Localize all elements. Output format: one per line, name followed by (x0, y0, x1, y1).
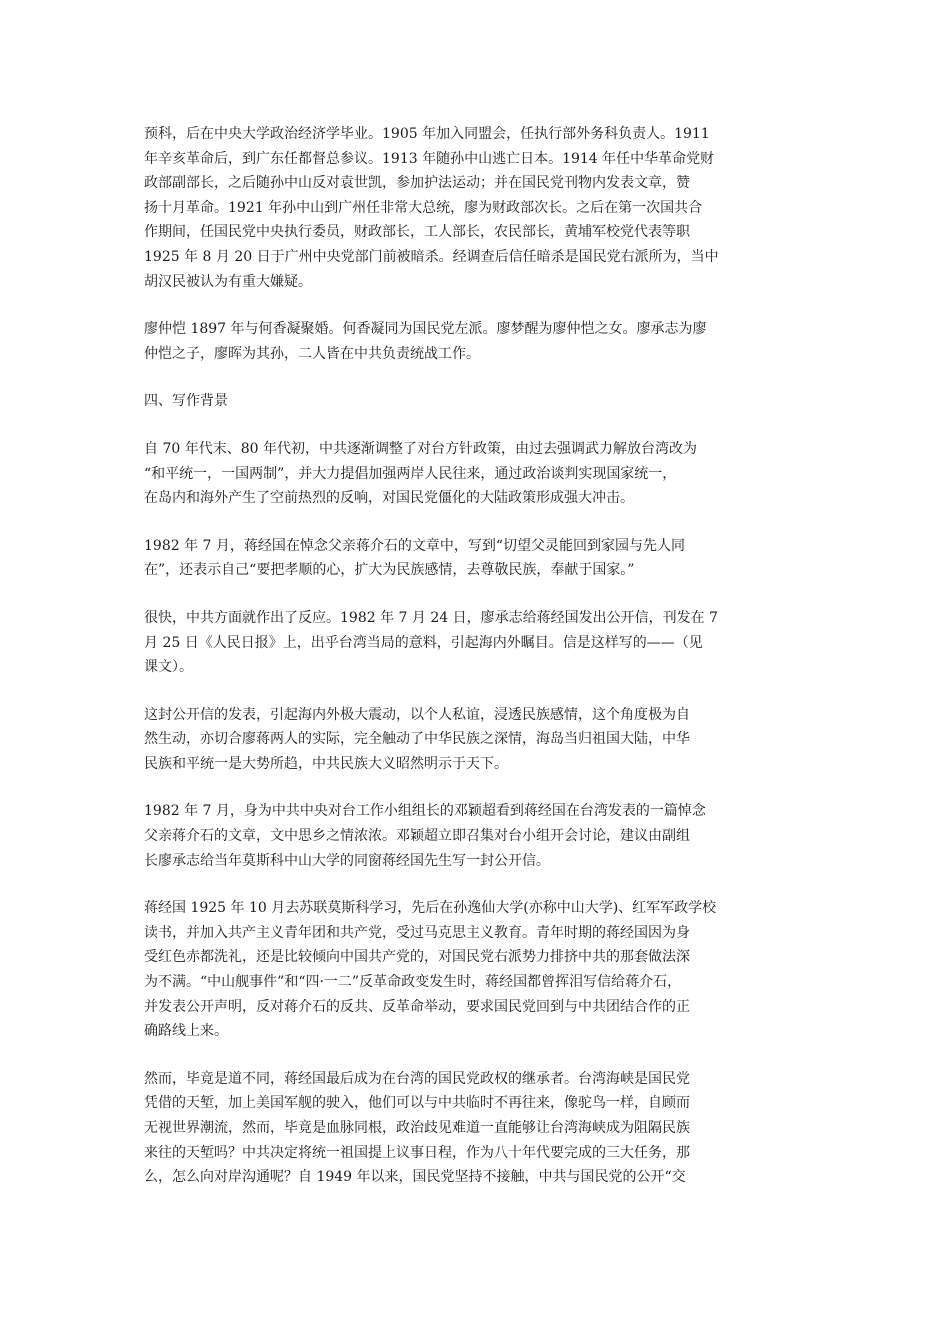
paragraph-letter-impact (144, 703, 810, 777)
text-line: 课文）。 (144, 659, 193, 676)
text-line: 然生动，亦切合廖蒋两人的实际，完全触动了中华民族之深情，海岛当归祖国大陆，中华 (144, 731, 690, 748)
text-line: 确路线上来。 (144, 1023, 228, 1040)
text-line: 读书，并加入共产主义青年团和共产党，受过马克思主义教育。青年时期的蒋经国因为身 (144, 924, 690, 941)
text-line: 并发表公开声明，反对蒋介石的反共、反革命举动，要求国民党回到与中共团结合作的正 (144, 998, 690, 1015)
text-line: 凭借的天堑，加上美国军舰的驶入，他们可以与中共临时不再往来，像驼鸟一样，自顾而 (144, 1095, 690, 1112)
text-line: 年辛亥革命后，到广东任都督总参议。1913 年随孙中山逃亡日本。1914 年任中华革命党财 (144, 150, 715, 167)
text-line: 在”，还表示自己“要把孝顺的心，扩大为民族感情，去尊敬民族，奉献于国家。” (144, 562, 635, 579)
text-line: 然而，毕竟是道不同，蒋经国最后成为在台湾的国民党政权的继承者。台湾海峡是国民党 (144, 1070, 690, 1087)
text-line: 政部副部长，之后随孙中山反对袁世凯，参加护法运动；并在国民党刊物内发表文章，赞 (144, 175, 690, 192)
paragraph-policy-change (144, 437, 810, 511)
text-line: 么，怎么向对岸沟通呢？自 1949 年以来，国民党坚持不接触，中共与国民党的公开“交 (144, 1169, 686, 1186)
paragraph-liao-biography (144, 122, 810, 294)
text-line: 1925 年 8 月 20 日于广州中央党部门前被暗杀。经调查后信任暗杀是国民党右派所为，当中 (144, 248, 719, 265)
text-line: “和平统一，一国两制”，并大力提倡加强两岸人民往来，通过政治谈判实现国家统一， (144, 465, 677, 482)
text-line: 为不满。“中山舰事件”和“四·一二”反革命政变发生时，蒋经国都曾挥泪写信给蒋介石， (144, 974, 682, 991)
text-line: 蒋经国 1925 年 10 月去苏联莫斯科学习，先后在孙逸仙大学(亦称中山大学)、红军军政学校 (144, 900, 717, 917)
text-line: 这封公开信的发表，引起海内外极大震动，以个人私谊，浸透民族感情，这个角度极为自 (144, 706, 690, 723)
document-page (144, 122, 810, 1213)
text-line: 在岛内和海外产生了空前热烈的反响，对国民党僵化的大陆政策形成强大冲击。 (144, 490, 634, 507)
text-line: 仲恺之子，廖晖为其孙，二人皆在中共负责统战工作。 (144, 345, 480, 362)
text-line: 胡汉民被认为有重大嫌疑。 (144, 273, 312, 290)
paragraph-taiwan-strait (144, 1067, 810, 1190)
text-line: 父亲蒋介石的文章，文中思乡之情浓浓。邓颖超立即召集对台小组开会讨论，建议由副组 (144, 828, 690, 845)
paragraph-deng-yingchao (144, 799, 810, 873)
section-heading (144, 389, 810, 414)
text-line: 廖仲恺 1897 年与何香凝聚婚。何香凝同为国民党左派。廖梦醒为廖仲恺之女。廖承志为廖 (144, 321, 707, 338)
text-line: 1982 年 7 月，蒋经国在悼念父亲蒋介石的文章中，写到“切望父灵能回到家园与先人同 (144, 537, 686, 554)
heading-writing-background: 四、写作背景 (144, 393, 228, 410)
text-line: 自 70 年代末、80 年代初，中共逐渐调整了对台方针政策，由过去强调武力解放台湾改为 (144, 440, 697, 457)
paragraph-liao-family (144, 317, 810, 366)
text-line: 很快，中共方面就作出了反应。1982 年 7 月 24 日，廖承志给蒋经国发出公开信，刊发在 7 (144, 609, 718, 626)
paragraph-jiang-moscow (144, 896, 810, 1044)
paragraph-jiang-eulogy (144, 534, 810, 583)
text-line: 扬十月革命。1921 年孙中山到广州任非常大总统，廖为财政部次长。之后在第一次国共合 (144, 199, 703, 216)
text-line: 1982 年 7 月，身为中共中央对台工作小组组长的邓颖超看到蒋经国在台湾发表的一篇悼念 (144, 803, 706, 820)
text-line: 长廖承志给当年莫斯科中山大学的同窗蒋经国先生写一封公开信。 (144, 852, 550, 869)
text-line: 预科，后在中央大学政治经济学毕业。1905 年加入同盟会，任执行部外务科负责人。1911 (144, 126, 710, 142)
paragraph-open-letter (144, 606, 810, 680)
text-line: 受红色赤都洗礼，还是比较倾向中国共产党的，对国民党右派势力排挤中共的那套做法深 (144, 949, 690, 966)
text-line: 民族和平统一是大势所趋，中共民族大义昭然明示于天下。 (144, 755, 508, 772)
text-line: 来往的天堑吗？中共决定将统一祖国提上议事日程，作为八十年代要完成的三大任务，那 (144, 1144, 690, 1161)
text-line: 无视世界潮流，然而，毕竟是血脉同根，政治歧见难道一直能够让台湾海峡成为阻隔民族 (144, 1120, 690, 1136)
text-line: 作期间，任国民党中央执行委员，财政部长，工人部长，农民部长，黄埔军校党代表等职 (144, 224, 690, 241)
text-line: 月 25 日《人民日报》上，出乎台湾当局的意料，引起海内外瞩目。信是这样写的——（见 (144, 634, 703, 651)
